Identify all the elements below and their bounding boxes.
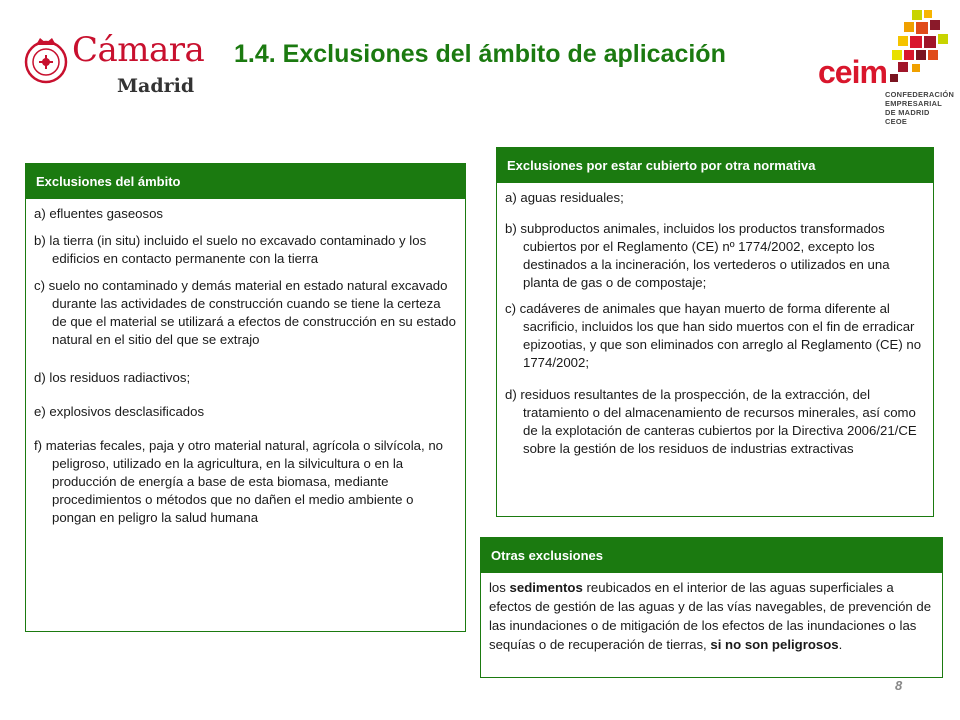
page-number: 8 [895, 678, 903, 693]
exclusions-scope-box [25, 163, 466, 632]
page-title: 1.4. Exclusiones del ámbito de aplicación [234, 40, 726, 68]
list-item: d) residuos resultantes de la prospección, de la extracción, del tratamiento o del almacenamiento de recursos minerales, así como de la explotación de canteras cubiertos por la Directiva 2006/21/CE sobre la gestión de los residuos de industrias extractivas [505, 387, 917, 456]
box-heading: Otras exclusiones [481, 538, 942, 573]
ceim-line: CONFEDERACIÓN [885, 90, 955, 99]
list-item: a) efluentes gaseosos [34, 206, 164, 221]
camara-madrid-logo [22, 32, 212, 102]
ceim-line: DE MADRID [885, 108, 930, 117]
list-item: f) materias fecales, paja y otro material natural, agrícola o silvícola, no peligroso, utilizado en la agricultura, en la silvicultura o en la producción de energía a base de esta biomasa, mediante procedimientos o métodos que no dañen el medio ambiente o pongan en peligro la salud humana [34, 438, 443, 525]
list-item: a) aguas residuales; [505, 190, 624, 205]
ceim-line: EMPRESARIAL [885, 99, 943, 108]
camara-seal-icon [22, 35, 70, 87]
list-item: e) explosivos desclasificados [34, 404, 205, 419]
ceim-logo-lines [885, 90, 954, 126]
box-body [497, 183, 933, 458]
list-item: c) suelo no contaminado y demás material en estado natural excavado durante las actividades de construcción cuando se tiene la certeza de que el material se utilizará a efectos de construcción en su estado natural en el sitio del que se extrajo [34, 278, 456, 347]
bold-text-run: sedimentos [509, 580, 583, 595]
camara-logo-sub: Madrid [117, 75, 195, 97]
other-exclusions-box [480, 537, 943, 678]
bold-text-run: si no son peligrosos [710, 637, 839, 652]
ceim-logo-word: ceim [818, 54, 887, 90]
box-body [481, 573, 942, 654]
other-regulation-exclusions-box [496, 147, 934, 517]
camara-logo-word: Cámara [72, 30, 205, 70]
box-heading: Exclusiones por estar cubierto por otra normativa [497, 148, 933, 183]
box-body [26, 199, 465, 527]
list-item: c) cadáveres de animales que hayan muerto de forma diferente al sacrificio, incluidos los que han sido muertos con el fin de erradicar epizootias, y que son eliminados con arreglo al Reglamento (CE) no 1774/2002; [505, 301, 922, 370]
list-item: b) la tierra (in situ) incluido el suelo no excavado contaminado y los edificios en contacto permanente con la tierra [34, 233, 427, 266]
ceim-logo [815, 8, 960, 133]
list-item: b) subproductos animales, incluidos los productos transformados cubiertos por el Reglamento (CE) nº 1774/2002, excepto los destinados a la incineración, los vertederos o utilizados en una planta de gas o de compostaje; [505, 221, 890, 290]
text-run: reubicados en el interior de las aguas superficiales a efectos de gestión de las aguas y de las vías navegables, de prevención de las inundaciones o de mitigación de los efectos de las inundaciones o las sequías o de recuperación de tierras, [489, 580, 932, 652]
ceim-line: CEOE [885, 117, 908, 126]
text-run: . [838, 637, 843, 652]
box-heading: Exclusiones del ámbito [26, 164, 465, 199]
ceim-mosaic-icon [890, 8, 960, 88]
list-item: d) los residuos radiactivos; [34, 370, 191, 385]
text-run: los [489, 580, 510, 595]
